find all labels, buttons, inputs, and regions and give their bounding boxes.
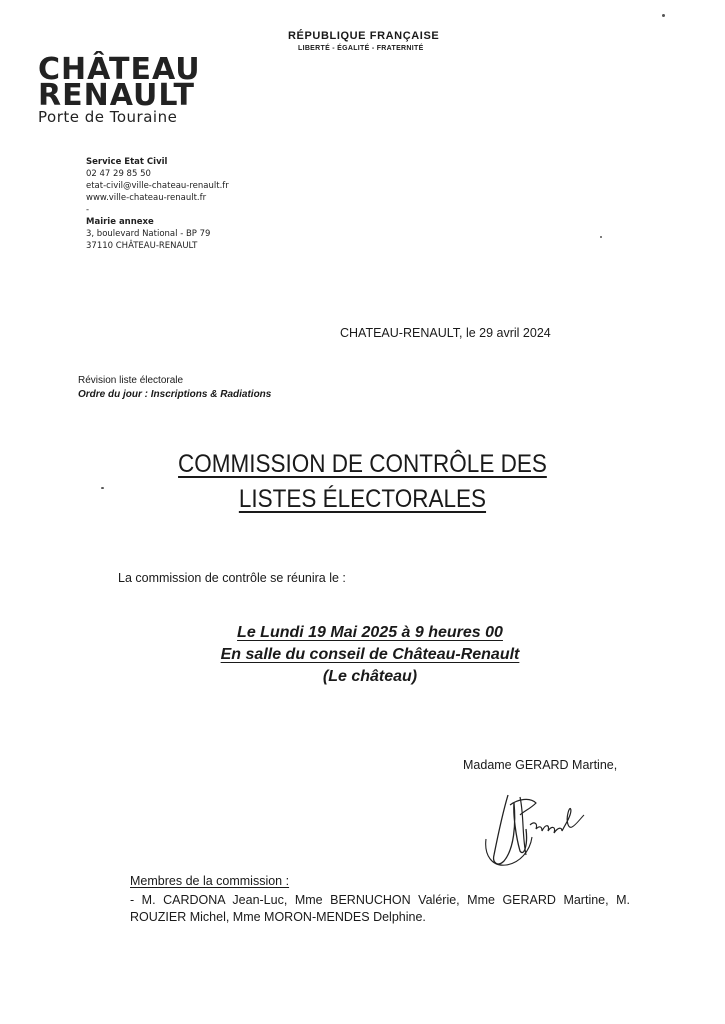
scan-speck xyxy=(662,14,665,17)
members-list: - M. CARDONA Jean-Luc, Mme BERNUCHON Valérie, Mme GERARD Martine, M. ROUZIER Michel, Mme MORON-MENDES Delphine. xyxy=(130,893,630,924)
service-name: Service Etat Civil xyxy=(86,157,168,167)
logo-line-chateau: CHÂTEAU xyxy=(38,52,201,87)
service-separator: - xyxy=(86,205,90,215)
scan-speck xyxy=(101,487,104,489)
service-info xyxy=(86,156,229,252)
signer-name: Madame GERARD Martine, xyxy=(463,758,618,772)
members-heading: Membres de la commission : xyxy=(130,874,290,888)
revision-label: Révision liste électorale xyxy=(78,375,184,386)
service-email: etat-civil@ville-chateau-renault.fr xyxy=(86,181,229,191)
date-line: CHATEAU-RENAULT, le 29 avril 2024 xyxy=(340,326,551,340)
devise-label: LIBERTÉ - ÉGALITÉ - FRATERNITÉ xyxy=(298,45,424,52)
ordre-du-jour: Ordre du jour : Inscriptions & Radiations xyxy=(78,389,272,400)
annexe-title: Mairie annexe xyxy=(86,217,154,227)
meeting-place: En salle du conseil de Château-Renault xyxy=(220,646,520,663)
annexe-address-line2: 37110 CHÂTEAU-RENAULT xyxy=(86,241,198,251)
title-line-1: COMMISSION DE CONTRÔLE DES xyxy=(178,450,547,478)
meeting-building: (Le château) xyxy=(322,668,418,685)
title-line-2: LISTES ÉLECTORALES xyxy=(238,485,487,513)
logo-line-renault: RENAULT xyxy=(38,78,195,113)
service-website: www.ville-chateau-renault.fr xyxy=(86,193,207,203)
signature-image xyxy=(480,785,600,870)
document-title xyxy=(36,447,689,517)
meeting-details xyxy=(0,622,725,688)
intro-sentence: La commission de contrôle se réunira le : xyxy=(118,571,346,585)
annexe-address-line1: 3, boulevard National - BP 79 xyxy=(86,229,211,239)
meeting-date: Le Lundi 19 Mai 2025 à 9 heures 00 xyxy=(237,624,503,641)
republique-francaise-label: RÉPUBLIQUE FRANÇAISE xyxy=(288,30,440,42)
service-phone: 02 47 29 85 50 xyxy=(86,169,151,179)
logo-tagline: Porte de Touraine xyxy=(38,108,178,126)
scan-speck xyxy=(600,236,602,238)
